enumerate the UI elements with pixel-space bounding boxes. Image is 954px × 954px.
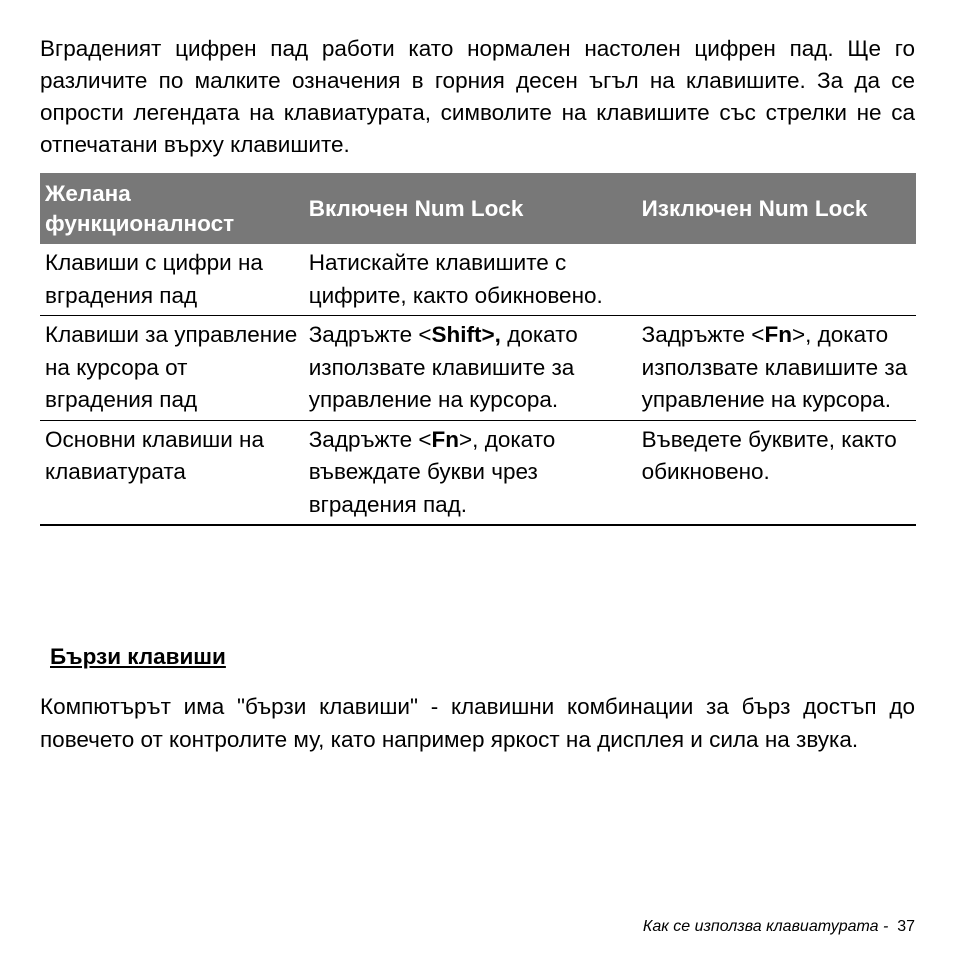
cell-text: докато използвате клавишите за управление на курсора. bbox=[308, 322, 578, 412]
cell-text: >, докато въвеждате букви чрез вградения пад. bbox=[308, 426, 556, 517]
table-row bbox=[40, 420, 916, 525]
numlock-table bbox=[40, 173, 916, 526]
table-row bbox=[40, 244, 916, 316]
page-number: 37 bbox=[897, 918, 915, 935]
cell-text: Задръжте < bbox=[308, 426, 432, 452]
footer-title: Как се използва клавиатурата - bbox=[642, 918, 889, 935]
row-function-cell: Основни клавиши на клавиатурата bbox=[40, 420, 304, 525]
row-numlock-off-cell: Въведете буквите, както обикновено. bbox=[637, 420, 916, 525]
key-bracket: >, bbox=[481, 322, 501, 347]
key-name: Shift bbox=[431, 322, 482, 347]
row-numlock-on-cell bbox=[304, 316, 637, 421]
intro-paragraph: Вграденият цифрен пад работи като нормален настолен цифрен пад. Ще го различите по малките означения в горния десен ъгъл на клавишите. За да се опрости легендата на клавиатурата, символите на клавишите със стрелки не са отпечатани върху клавишите. bbox=[40, 36, 915, 157]
section-title: Бързи клавиши bbox=[50, 644, 226, 669]
row-function-cell: Клавиши за управление на курсора от вградения пад bbox=[40, 316, 304, 421]
table-row bbox=[40, 316, 916, 421]
row-numlock-on-cell: Натискайте клавишите с цифрите, както обикновено. bbox=[304, 244, 637, 316]
header-numlock-off: Изключен Num Lock bbox=[637, 173, 916, 244]
cell-text: Задръжте < bbox=[641, 322, 765, 347]
table-header-row bbox=[40, 173, 916, 244]
row-function-cell: Клавиши с цифри на вградения пад bbox=[40, 244, 304, 316]
header-numlock-on: Включен Num Lock bbox=[304, 173, 637, 244]
key-name: Fn bbox=[431, 426, 460, 452]
section-paragraph: Компютърът има "бързи клавиши" - клавишни комбинации за бърз достъп до повечето от контролите му, като например яркост на дисплея и сила на звука. bbox=[40, 694, 915, 752]
page-footer bbox=[643, 918, 915, 936]
row-numlock-off-cell bbox=[637, 316, 916, 421]
cell-text: Задръжте < bbox=[308, 322, 432, 347]
header-function: Желана функционалност bbox=[40, 173, 304, 244]
row-numlock-off-cell bbox=[637, 244, 916, 316]
cell-text: >, докато използвате клавишите за управление на курсора. bbox=[641, 322, 908, 412]
row-numlock-on-cell bbox=[304, 420, 637, 525]
key-name: Fn bbox=[764, 322, 792, 347]
